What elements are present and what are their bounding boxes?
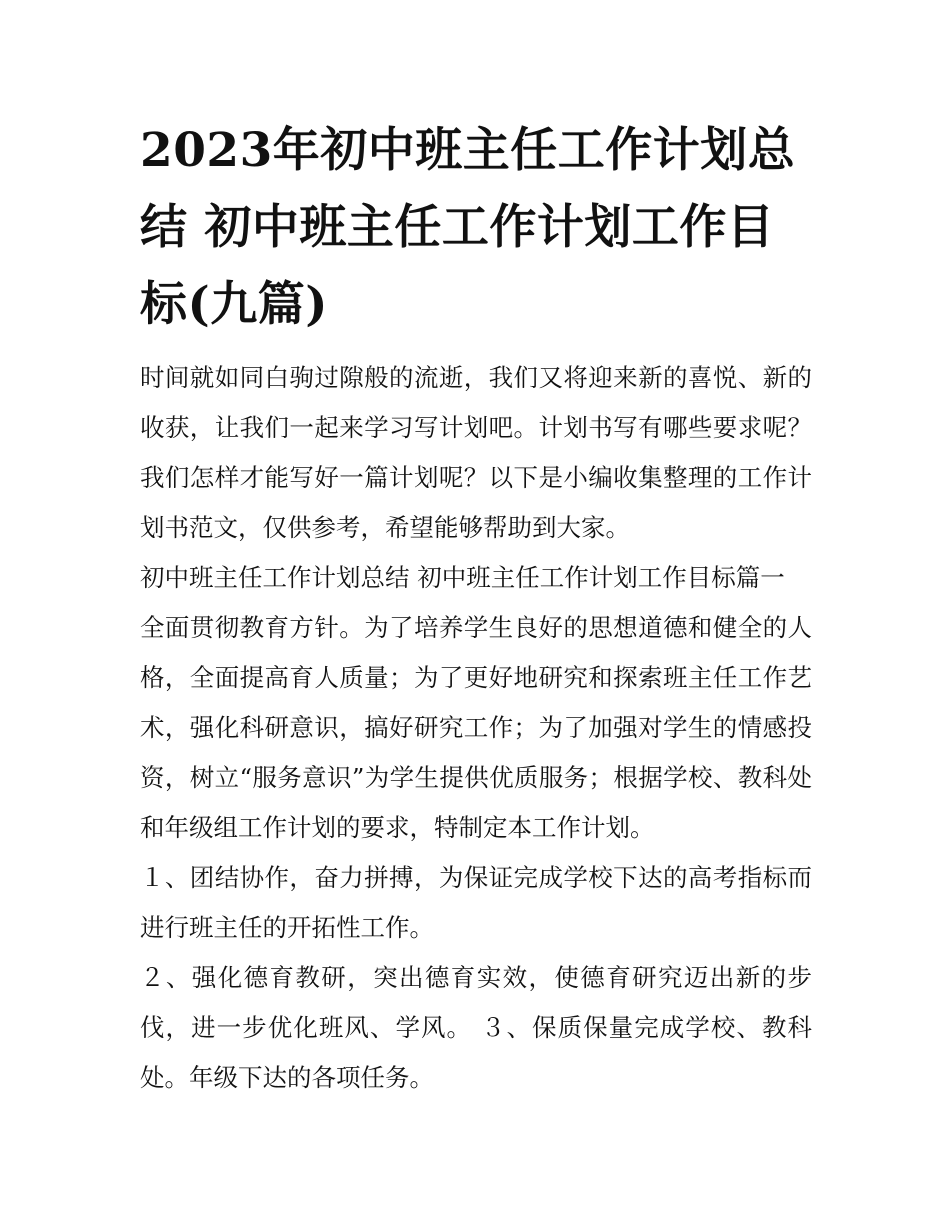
list-item-2: ２、强化德育教研，突出德育实效，使德育研究迈出新的步伐，进一步优化班风、学风。 ３、保质保量完成学校、教科处。年级下达的各项任务。	[140, 963, 812, 1092]
intro-paragraph: 时间就如同白驹过隙般的流逝，我们又将迎来新的喜悦、新的收获，让我们一起来学习写计划吧。计划书写有哪些要求呢？我们怎样才能写好一篇计划呢？以下是小编收集整理的工作计划书范文，仅供参考，希望能够帮助到大家。	[140, 363, 812, 542]
list-item-1: １、团结协作，奋力拼搏，为保证完成学校下达的高考指标而进行班主任的开拓性工作。	[140, 863, 812, 942]
body-paragraph: 全面贯彻教育方针。为了培养学生良好的思想道德和健全的人格，全面提高育人质量；为了更好地研究和探索班主任工作艺术，强化科研意识，搞好研究工作；为了加强对学生的情感投资，树立“服务意识”为学生提供优质服务；根据学校、教科处和年级组工作计划的要求，特制定本工作计划。	[140, 613, 812, 842]
document-page	[140, 112, 812, 1103]
document-body	[140, 353, 812, 1103]
document-title: 2023年初中班主任工作计划总结 初中班主任工作计划工作目标(九篇)	[140, 123, 796, 332]
section-heading: 初中班主任工作计划总结 初中班主任工作计划工作目标篇一	[140, 563, 785, 592]
